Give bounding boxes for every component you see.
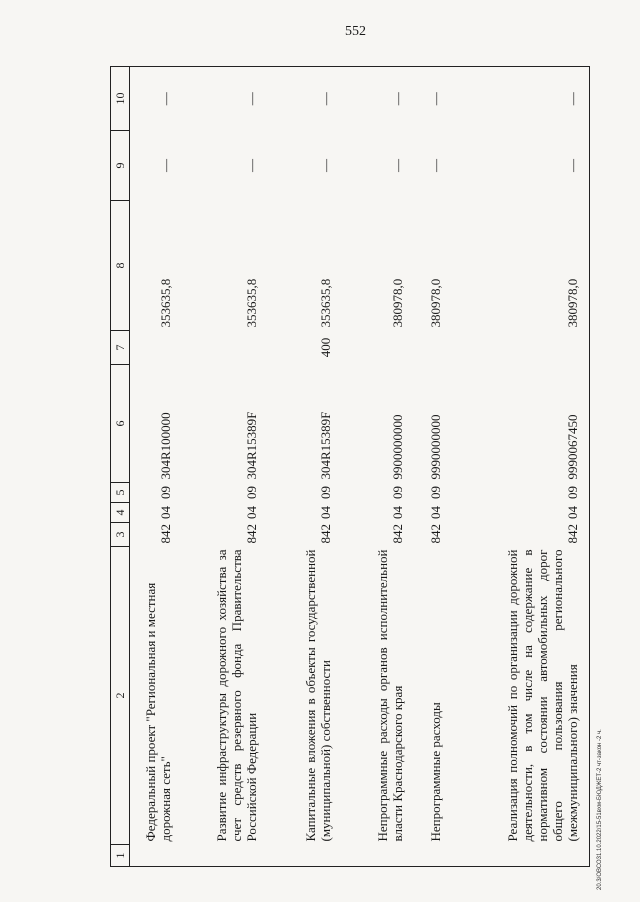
- col10-cell: —: [342, 67, 414, 131]
- table-row: [414, 67, 452, 867]
- row-name: Непрограммные расходы органов исполнительной власти Краснодарского края: [374, 549, 405, 842]
- csr-cell: 304R15389F: [243, 411, 259, 480]
- pr-cell: 09: [389, 486, 405, 499]
- col10-cell: —: [414, 67, 452, 131]
- header-row: [111, 67, 130, 867]
- amount-cell: 380978,0: [452, 201, 590, 331]
- col10-cell: —: [452, 67, 590, 131]
- ved-cell: 842: [427, 524, 443, 544]
- table-row: [182, 67, 268, 867]
- csr-cell: 9900000000: [389, 414, 405, 480]
- pr-cell: 09: [427, 486, 443, 499]
- budget-table-container: [110, 67, 588, 867]
- vr-cell: [414, 331, 452, 365]
- header-cell: 7: [111, 331, 130, 365]
- side-footer: [597, 70, 611, 890]
- pr-cell: 09: [243, 486, 259, 499]
- row-name: Реализация полномочий по организации дорожной деятельности, в том числе на содержание в нормативном состоянии автомобильных дорог общего пользования регионального (межмуниципального) значения: [452, 547, 590, 845]
- side-footer-text: 20.3/ОВСО31.10.2022/15-51вхм-БЮДЖЕТ-2 чт-закон -2 ч.: [597, 729, 603, 890]
- rz-cell: 04: [452, 503, 590, 523]
- row-name: Капитальные вложения в объекты государственной (муниципальной) собственности: [302, 549, 333, 842]
- col9-cell: —: [427, 159, 443, 172]
- csr-cell: 9990067450: [452, 365, 590, 483]
- col9-cell: —: [243, 159, 259, 172]
- header-cell: 1: [111, 845, 130, 867]
- pr-cell: 09: [317, 486, 333, 499]
- row-number-cell: [182, 845, 268, 867]
- row-number-cell: [268, 845, 342, 867]
- col9-cell: —: [389, 159, 405, 172]
- col9-cell: —: [157, 159, 173, 172]
- vr-cell: [130, 331, 182, 365]
- row-number-cell: [130, 845, 182, 867]
- header-cell: 10: [111, 67, 130, 131]
- row-name: Непрограммные расходы: [427, 702, 443, 842]
- row-number-cell: [452, 845, 590, 867]
- amount-cell: 380978,0: [389, 278, 405, 328]
- rz-cell: 04: [389, 506, 405, 519]
- row-name: Федеральный проект "Региональная и местная дорожная сеть": [142, 582, 173, 842]
- header-cell: 4: [111, 503, 130, 523]
- table-row: [342, 67, 414, 867]
- amount-cell: 353635,8: [317, 278, 333, 328]
- rz-cell: 04: [243, 506, 259, 519]
- page-number: 552: [345, 24, 366, 39]
- row-name: Развитие инфраструктуры дорожного хозяйства за счет средств резервного фонда Правительства Российской Федерации: [213, 549, 259, 842]
- pr-cell: 09: [157, 486, 173, 499]
- ved-cell: 842: [452, 523, 590, 547]
- ved-cell: 842: [317, 524, 333, 544]
- csr-cell: 9990000000: [427, 414, 443, 480]
- header-cell: 9: [111, 131, 130, 201]
- header-cell: 3: [111, 523, 130, 547]
- vr-cell: [182, 331, 268, 365]
- ved-cell: 842: [243, 524, 259, 544]
- table-row: [452, 67, 590, 867]
- table-row: [268, 67, 342, 867]
- vr-cell: 400: [317, 337, 333, 358]
- table-row: [130, 67, 182, 867]
- budget-table: [110, 66, 590, 867]
- header-cell: 2: [111, 547, 130, 845]
- vr-cell: [342, 331, 414, 365]
- header-cell: 8: [111, 201, 130, 331]
- row-number-cell: [342, 845, 414, 867]
- header-cell: 5: [111, 483, 130, 503]
- csr-cell: 304R100000: [157, 412, 173, 480]
- col10-cell: —: [130, 67, 182, 131]
- ved-cell: 842: [389, 524, 405, 544]
- csr-cell: 304R15389F: [317, 411, 333, 480]
- header-cell: 6: [111, 365, 130, 483]
- row-number-cell: [414, 845, 452, 867]
- rz-cell: 04: [427, 506, 443, 519]
- rz-cell: 04: [317, 506, 333, 519]
- col10-cell: —: [268, 67, 342, 131]
- amount-cell: 380978,0: [427, 278, 443, 328]
- vr-cell: [452, 331, 590, 365]
- ved-cell: 842: [157, 524, 173, 544]
- rz-cell: 04: [157, 506, 173, 519]
- amount-cell: 353635,8: [243, 278, 259, 328]
- col9-cell: —: [317, 159, 333, 172]
- rotated-table: [110, 67, 588, 867]
- amount-cell: 353635,8: [157, 278, 173, 328]
- col10-cell: —: [182, 67, 268, 131]
- pr-cell: 09: [452, 483, 590, 503]
- col9-cell: —: [452, 131, 590, 201]
